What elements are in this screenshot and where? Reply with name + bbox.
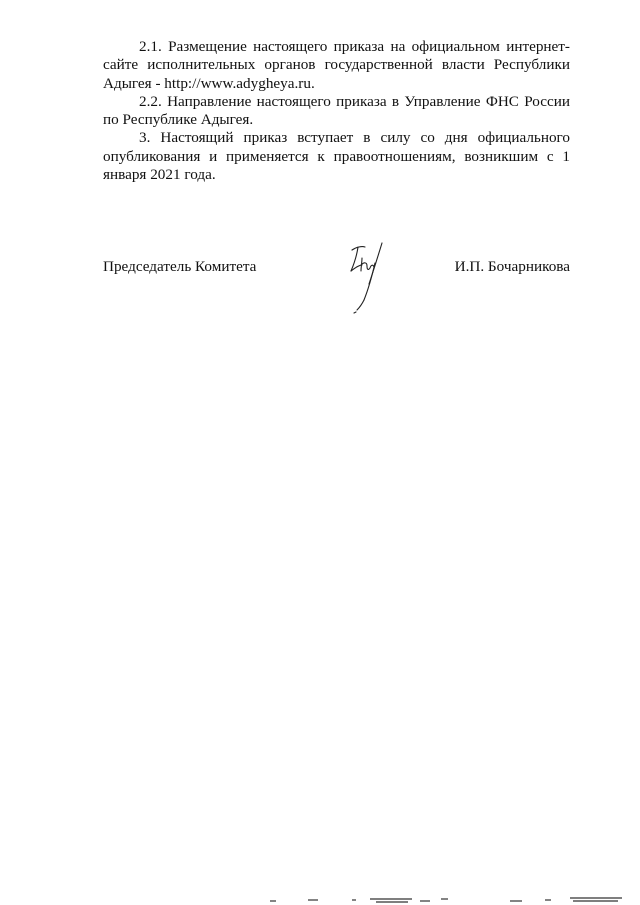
signatory-name: И.П. Бочарникова — [454, 258, 570, 275]
signatory-title: Председатель Комитета — [103, 258, 257, 275]
handwritten-signature — [338, 238, 398, 320]
paragraph-2-1: 2.1. Размещение настоящего приказа на официальном интернет-сайте исполнительных органов государственной власти Республики Адыгея - http://www.adygheya.ru. — [103, 38, 570, 92]
paragraph-2-2: 2.2. Направление настоящего приказа в Управление ФНС России по Республике Адыгея. — [103, 92, 570, 129]
scan-artifacts — [0, 893, 640, 905]
document-body — [103, 38, 570, 184]
paragraph-3: 3. Настоящий приказ вступает в силу со дня официального опубликования и применяется к правоотношениям, возникшим с 1 января 2021 года. — [103, 129, 570, 184]
